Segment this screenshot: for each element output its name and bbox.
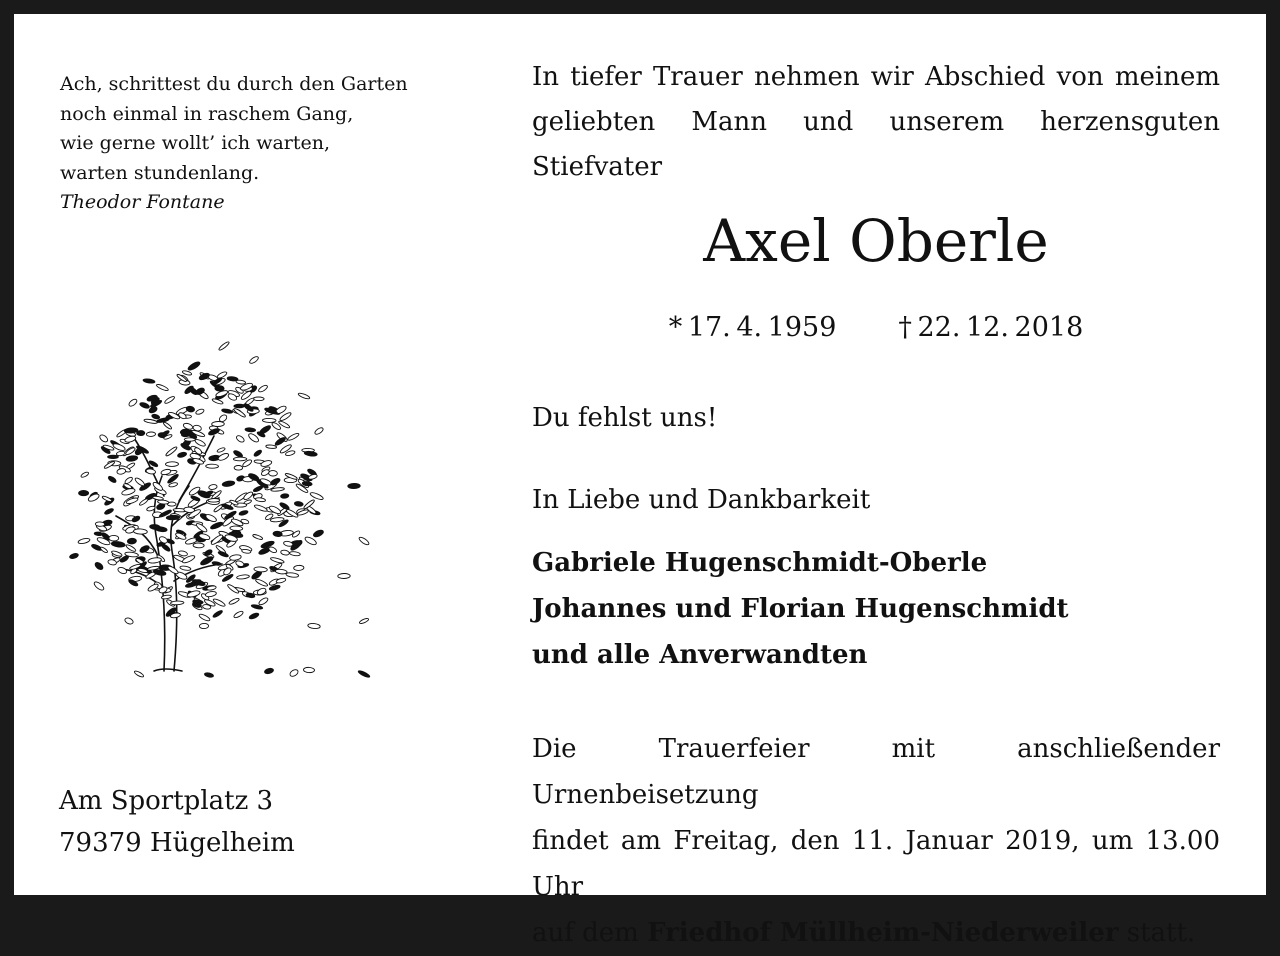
leaf-icon (125, 544, 136, 553)
leaf-icon (163, 421, 173, 430)
leaf-icon (195, 408, 205, 415)
leaf-icon (187, 360, 201, 371)
leaf-icon (146, 432, 155, 437)
leaf-icon (205, 591, 217, 598)
leaf-icon (236, 380, 246, 385)
leaf-icon (128, 398, 138, 408)
leaf-icon (254, 504, 268, 513)
death-date: † 22. 12. 2018 (898, 312, 1084, 343)
leaf-icon (221, 408, 232, 414)
leaf-icon (253, 449, 262, 457)
leaf-icon (212, 609, 223, 618)
leaf-icon (287, 432, 300, 441)
leaf-icon (104, 508, 114, 516)
leaf-icon (289, 551, 300, 556)
leaf-icon (358, 536, 370, 546)
leaf-icon (309, 491, 324, 501)
leaf-icon (156, 383, 169, 391)
leaf-icon (199, 623, 208, 629)
leaf-icon (270, 517, 284, 522)
address-street: Am Sportplatz 3 (59, 786, 274, 816)
leaf-icon (280, 550, 289, 556)
falling-leaves (69, 341, 370, 679)
deceased-name: Axel Oberle (703, 207, 1049, 275)
leaf-icon (294, 565, 304, 571)
leaf-icon (94, 532, 103, 536)
leaf-icon (95, 522, 105, 527)
leaf-icon (78, 538, 91, 545)
leaf-icon (312, 529, 324, 538)
leaf-icon (206, 464, 219, 468)
leaf-icon (233, 610, 244, 619)
leaf-icon (218, 341, 230, 351)
leaf-icon (270, 477, 281, 486)
leaf-icon (210, 521, 224, 530)
leaf-icon (275, 569, 287, 575)
leaf-icon (149, 524, 160, 530)
leaf-icon (94, 561, 104, 571)
leaf-icon (236, 574, 249, 579)
leaf-icon (133, 529, 147, 535)
leaf-icon (249, 355, 260, 364)
leaf-icon (170, 601, 184, 605)
poem-quote (60, 70, 408, 218)
leaf-icon (239, 510, 249, 516)
leaf-icon (127, 538, 136, 544)
leaf-icon (298, 392, 311, 400)
windblown-tree-icon (54, 326, 374, 686)
leaf-icon (180, 565, 191, 571)
leaf-icon (289, 668, 299, 677)
leaf-icon (111, 541, 125, 548)
leaf-icon (266, 445, 277, 449)
signoff-text: In Liebe und Dankbarkeit (532, 485, 871, 515)
leaf-icon (215, 386, 224, 392)
leaf-icon (262, 418, 276, 422)
leaf-icon (79, 491, 89, 496)
leaf-icon (217, 452, 229, 462)
leaf-icon (98, 434, 108, 444)
leaf-icon (234, 466, 243, 471)
leaf-icon (254, 567, 268, 573)
leaf-icon (256, 587, 267, 596)
service-line: Die Trauerfeier mit anschließender Urnenbeisetzung (532, 734, 1220, 810)
poem-line: noch einmal in raschem Gang, (60, 102, 354, 125)
leaf-icon (87, 493, 100, 503)
poem-line: wie gerne wollt’ ich warten, (60, 132, 331, 154)
leaf-icon (253, 397, 264, 401)
leaf-icon (208, 498, 220, 502)
leaf-icon (134, 670, 145, 678)
leaf-icon (177, 451, 187, 458)
leaf-icon (270, 557, 284, 564)
leaf-icon (100, 546, 109, 553)
leaf-icon (235, 434, 245, 443)
leaf-icon (117, 566, 128, 574)
leaf-icon (258, 384, 269, 393)
leaf-icon (308, 473, 318, 480)
leaf-icon (358, 670, 371, 679)
leaf-icon (243, 491, 254, 501)
leaf-icon (222, 480, 235, 487)
intro-line: geliebten Mann und unserem herzensguten Stiefvater (532, 107, 1220, 182)
leaf-icon (109, 535, 119, 541)
leaf-icon (235, 560, 245, 568)
leaf-icon (253, 485, 264, 492)
leaf-icon (268, 546, 278, 554)
leaf-icon (245, 427, 256, 432)
leaf-icon (273, 531, 283, 537)
leaf-icon (286, 572, 299, 578)
poem-line: Ach, schrittest du durch den Garten (60, 73, 408, 95)
leaf-icon (134, 477, 146, 487)
leaf-icon (208, 484, 217, 490)
service-line: findet am Freitag, den 11. Januar 2019, um 13.00 Uhr (532, 826, 1220, 902)
leaf-icon (304, 451, 317, 457)
farewell-message: Du fehlst uns! (532, 403, 718, 433)
address-city: 79379 Hügelheim (59, 828, 295, 858)
leaf-icon (255, 578, 269, 587)
leaf-icon (294, 501, 303, 507)
leaf-icon (108, 455, 119, 458)
leaf-icon (116, 468, 126, 475)
service-details (532, 726, 1220, 956)
leaf-icon (268, 505, 281, 515)
leaf-icon (348, 483, 360, 488)
poem-line: warten stundenlang. (60, 161, 260, 184)
leaf-icon (234, 404, 245, 408)
leaf-icon (217, 447, 226, 453)
leaf-icon (124, 617, 134, 625)
leaf-icon (264, 667, 274, 674)
leaf-icon (139, 498, 149, 506)
leaf-icon (359, 617, 369, 624)
leaf-icon (308, 623, 321, 629)
leaf-icon (166, 515, 180, 520)
leaf-icon (146, 468, 156, 474)
leaf-icon (186, 406, 195, 413)
mourner-line: und alle Anverwandten (532, 640, 868, 670)
leaf-icon (229, 554, 241, 561)
leaf-icon (80, 471, 89, 478)
cemetery-name: Friedhof Müllheim-Niederweiler (647, 918, 1119, 948)
leaf-icon (314, 426, 324, 435)
mourners-list (532, 540, 1069, 678)
leaf-icon (124, 428, 138, 434)
leaf-icon (69, 553, 79, 560)
obituary-card (14, 14, 1266, 948)
leaf-icon (248, 612, 259, 620)
leaf-icon (276, 577, 287, 583)
leaf-icon (204, 672, 214, 678)
service-text: auf dem (532, 918, 648, 948)
leaf-icon (205, 513, 218, 523)
mourner-line: Johannes und Florian Hugenschmidt (532, 594, 1069, 624)
leaf-icon (193, 543, 204, 548)
service-line (532, 910, 1220, 956)
leaf-icon (269, 470, 278, 476)
leaf-icon (228, 597, 239, 605)
leaf-icon (147, 583, 159, 593)
leaf-icon (151, 414, 160, 420)
leaf-icon (185, 582, 196, 588)
leaf-icon (258, 597, 269, 606)
leaf-icon (107, 475, 117, 483)
leaf-icon (164, 395, 176, 404)
leaf-icon (126, 455, 138, 462)
leaf-icon (255, 497, 265, 502)
leaf-icon (338, 573, 350, 578)
leaf-icon (93, 580, 105, 591)
leaf-icon (280, 493, 289, 498)
leaf-icon (165, 462, 178, 467)
leaf-icon (182, 370, 192, 376)
address-block (59, 780, 295, 864)
leaf-icon (139, 402, 150, 410)
intro-text (532, 55, 1220, 190)
mourner-line: Gabriele Hugenschmidt-Oberle (532, 548, 988, 578)
leaf-icon (124, 435, 136, 443)
leaf-icon (212, 421, 225, 426)
intro-line: In tiefer Trauer nehmen wir Abschied von meinem (532, 62, 1220, 92)
leaf-icon (165, 446, 178, 457)
leaf-icon (198, 613, 210, 622)
leaf-icon (144, 418, 158, 424)
leaf-icon (143, 378, 155, 384)
leaf-icon (252, 534, 263, 541)
leaf-icon (303, 667, 314, 673)
leaf-icon (157, 500, 169, 505)
leaf-icon (233, 457, 246, 461)
life-dates (532, 310, 1220, 346)
leaf-icon (194, 438, 206, 447)
birth-date: * 17. 4. 1959 (668, 312, 837, 343)
poem-author: Theodor Fontane (60, 191, 225, 213)
service-text: statt. (1118, 918, 1196, 948)
